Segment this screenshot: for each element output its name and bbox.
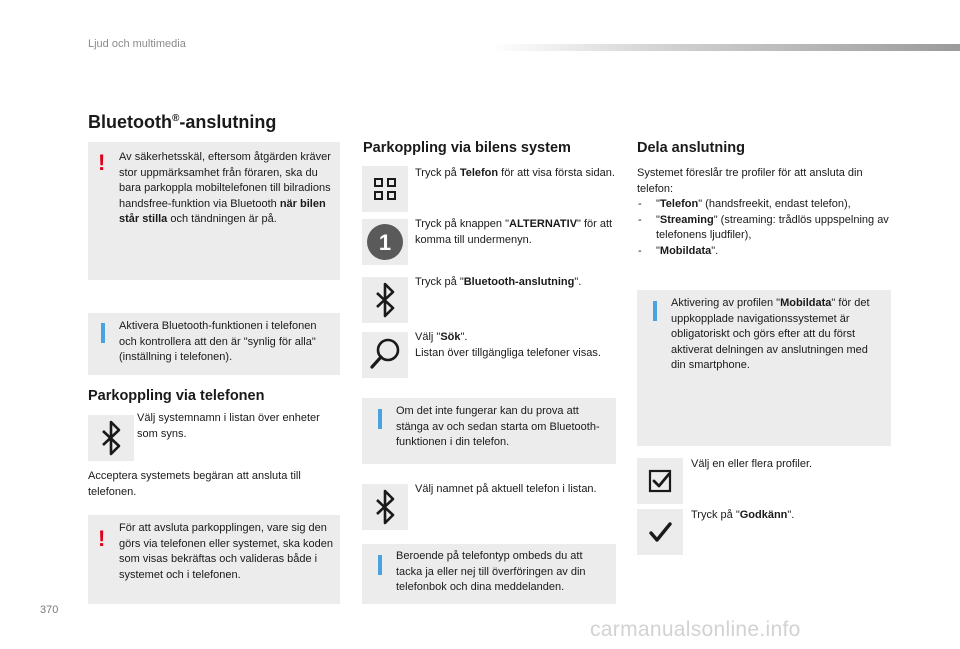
info-icon (101, 323, 105, 343)
grid-menu-icon-box (362, 166, 408, 212)
svg-text:1: 1 (378, 230, 392, 255)
bluetooth-icon (362, 484, 408, 530)
share-step-1: Välj en eller flera profiler. (691, 458, 813, 470)
profile-streaming: - "Streaming" (streaming: trådlös uppspelning av telefonens ljudfiler), (637, 213, 889, 244)
warning-box-safety (88, 142, 340, 280)
grid-menu-icon (362, 166, 408, 212)
info-text: Beroende på telefontyp ombeds du att tacka ja eller nej till överföringen av din telefonbok och dina meddelanden. (396, 550, 586, 593)
profile-mobildata: - "Mobildata". (637, 244, 889, 260)
share-step-2: Tryck på "Godkänn". (691, 509, 795, 521)
vehicle-pairing-step-2: Tryck på knappen "ALTERNATIV" för att komma till undermenyn. (415, 218, 613, 246)
info-text: Om det inte fungerar kan du prova att stänga av och sedan starta om Bluetooth-funktionen i din telefon. (396, 405, 600, 448)
checkbox-icon (637, 458, 683, 504)
warning-icon: ! (98, 150, 106, 175)
vehicle-pairing-step-3: Tryck på "Bluetooth-anslutning". (415, 276, 582, 288)
info-box-restart-bluetooth (362, 398, 616, 464)
vehicle-pairing-step-4: Välj "Sök". Listan över tillgängliga telefoner visas. (415, 331, 601, 359)
section-heading-vehicle-pairing: Parkoppling via bilens system (363, 140, 571, 156)
bluetooth-icon-box (362, 277, 408, 323)
info-box-mobile-data (637, 290, 891, 446)
phone-pairing-step-1: Välj systemnamn i listan över enheter som syns. (137, 412, 320, 440)
info-icon (378, 409, 382, 429)
info-text: Aktivera Bluetooth-funktionen i telefonen och kontrollera att den är "synlig för alla" (inställning i telefonen). (119, 320, 317, 363)
bluetooth-icon-box (362, 484, 408, 530)
number-badge-icon (362, 219, 408, 265)
watermark: carmanualsonline.info (590, 618, 801, 641)
section-title: Ljud och multimedia (88, 38, 186, 50)
header-bar (490, 44, 960, 51)
info-icon (378, 555, 382, 575)
bluetooth-icon (88, 415, 134, 461)
section-heading-share-connection: Dela anslutning (637, 140, 745, 156)
info-box-phonebook-transfer (362, 544, 616, 604)
info-icon (653, 301, 657, 321)
checkmark-icon (637, 509, 683, 555)
phone-pairing-step-2: Acceptera systemets begäran att ansluta till telefonen. (88, 470, 301, 498)
number-badge-icon-box (362, 219, 408, 265)
bluetooth-icon-box (88, 415, 134, 461)
info-text: Aktivering av profilen "Mobildata" för det uppkopplade navigationssystemet är obligatoriskt och görs efter att du först aktiverat delningen av anslutningen med din smartphone. (671, 297, 870, 371)
bluetooth-icon (362, 277, 408, 323)
search-icon (362, 332, 408, 378)
checkbox-icon-box (637, 458, 683, 504)
warning-text: Av säkerhetsskäl, eftersom åtgärden kräver stor uppmärksamhet från föraren, ska du bara parkoppla mobiltelefonen till bilradions handsfree-funktion via Bluetooth när bilen står stilla och tändningen är på. (119, 151, 331, 225)
warning-icon: ! (98, 526, 106, 551)
warning-text: För att avsluta parkopplingen, vare sig den görs via telefonen eller systemet, ska koden som visas bekräftas och valideras både i systemet och i telefonen. (119, 522, 334, 581)
page-number: 370 (40, 604, 59, 616)
section-heading-phone-pairing: Parkoppling via telefonen (88, 388, 265, 404)
search-icon-box (362, 332, 408, 378)
warning-box-confirm-code (88, 515, 340, 604)
profile-telefon: - "Telefon" (handsfreekit, endast telefon), (637, 197, 889, 213)
profiles-intro: Systemet föreslår tre profiler för att ansluta din telefon: - "Telefon" (handsfreekit, endast telefon), - "Streaming" (streaming: trådlös uppspelning av telefonens ljudfiler), - "Mobildata". (637, 166, 889, 259)
info-box-bluetooth-visible (88, 313, 340, 375)
page-title: Bluetooth®-anslutning (88, 112, 277, 132)
vehicle-pairing-step-5: Välj namnet på aktuell telefon i listan. (415, 483, 597, 495)
checkmark-icon-box (637, 509, 683, 555)
vehicle-pairing-step-1: Tryck på Telefon för att visa första sidan. (415, 167, 615, 179)
